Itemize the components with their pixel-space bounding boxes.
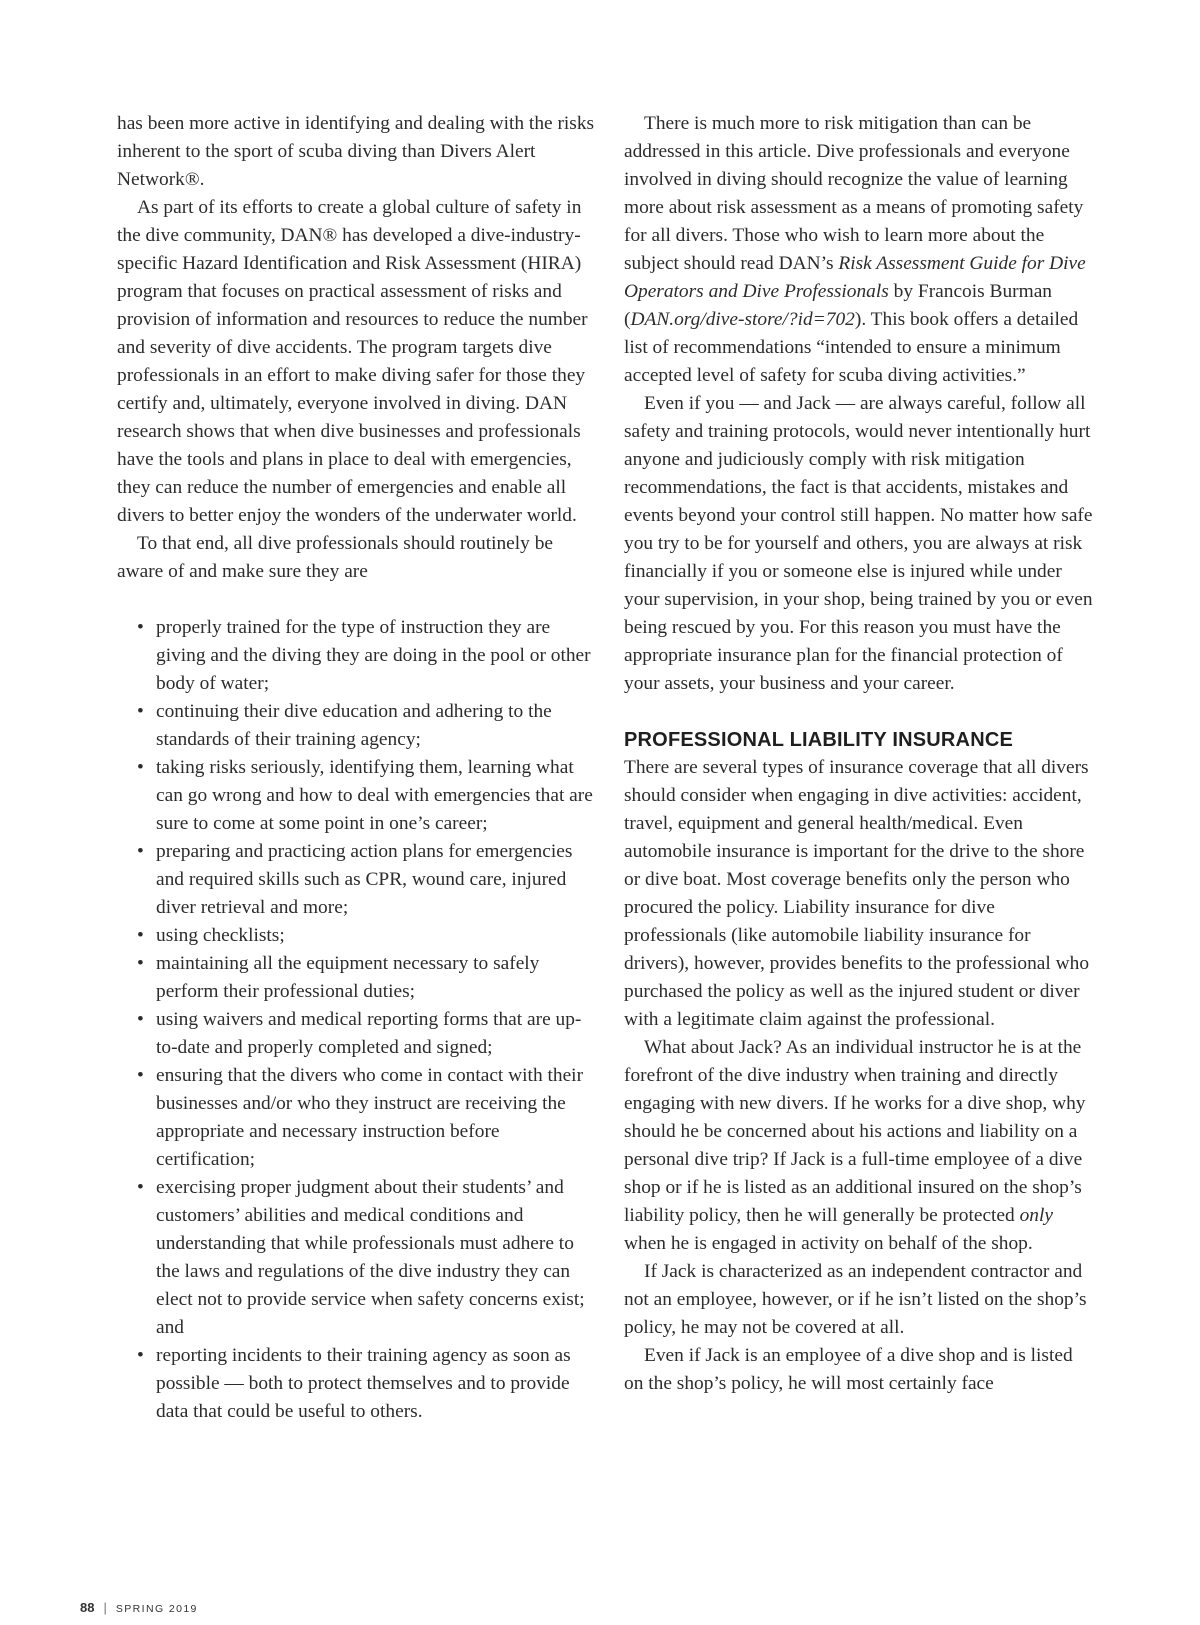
emphasis: only (1019, 1205, 1053, 1226)
list-item-text: exercising proper judgment about their students’ and customers’ abilities and medical conditions and understanding that while professionals must adhere to the laws and regulations of the dive industry they can elect not to provide service when safety concerns exist; and (156, 1177, 585, 1338)
bullet-icon: • (137, 1009, 144, 1030)
text-run: ). This book offers a detailed list of recommendations “intended to ensure a minimum accepted level of safety for scuba diving activities.” (624, 309, 1079, 386)
bullet-icon: • (137, 925, 144, 946)
list-item-text: continuing their dive education and adhering to the standards of their training agency; (156, 701, 552, 750)
left-column (117, 110, 595, 1426)
store-link: DAN.org/dive-store/?id=702 (630, 309, 855, 330)
footer-separator: | (103, 1600, 107, 1615)
text-run: What about Jack? As an individual instructor he is at the forefront of the dive industry when training and directly engaging with new divers. If he works for a dive shop, why should he be concerned about his actions and liability on a personal dive trip? If Jack is a full-time employee of a dive shop or if he is listed as an additional insured on the shop’s liability policy, then he will generally be protected (624, 1037, 1086, 1226)
spacer (624, 698, 1094, 726)
issue-label: SPRING 2019 (115, 1603, 198, 1615)
list-item (117, 1062, 595, 1174)
list-item (117, 614, 595, 698)
list-item (117, 1006, 595, 1062)
text-run: There is much more to risk mitigation than can be addressed in this article. Dive professionals and everyone involved in diving should recognize the value of learning more about risk assessment as a means of promoting safety for all divers. Those who wish to learn more about the subject should read (624, 113, 1084, 274)
spacer (117, 586, 595, 614)
bullet-icon: • (137, 1345, 144, 1366)
text-run: DAN’s (778, 253, 834, 274)
paragraph (624, 1034, 1094, 1258)
list-item (117, 754, 595, 838)
paragraph: has been more active in identifying and dealing with the risks inherent to the sport of scuba diving than Divers Alert Network®. (117, 113, 595, 190)
paragraph: Even if you — and Jack — are always careful, follow all safety and training protocols, would never intentionally hurt anyone and judiciously comply with risk mitigation recommendations, the fact is that accidents, mistakes and events beyond your control still happen. No matter how safe you try to be for yourself and others, you are always at risk financially if you or someone else is injured while under your supervision, in your shop, being trained by you or even being rescued by you. For this reason you must have the appropriate insurance plan for the financial protection of your assets, your business and your career. (624, 393, 1093, 694)
list-item-text: reporting incidents to their training agency as soon as possible — both to protect themselves and to provide data that could be useful to others. (156, 1345, 571, 1422)
list-item-text: ensuring that the divers who come in contact with their businesses and/or who they instruct are receiving the appropriate and necessary instruction before certification; (156, 1065, 584, 1170)
bullet-icon: • (137, 757, 144, 778)
paragraph: Even if Jack is an employee of a dive shop and is listed on the shop’s policy, he will most certainly face (624, 1345, 1073, 1394)
bullet-icon: • (137, 1065, 144, 1086)
page-footer (80, 1600, 198, 1615)
bullet-icon: • (137, 953, 144, 974)
page-number: 88 (80, 1600, 95, 1615)
list-item-text: properly trained for the type of instruction they are giving and the diving they are doing in the pool or other body of water; (156, 617, 591, 694)
list-item-text: using checklists; (156, 925, 285, 946)
book-title: Risk Assessment Guide for Dive Operators and Dive Professionals (624, 253, 1086, 302)
list-item (117, 922, 595, 950)
section-heading: PROFESSIONAL LIABILITY INSURANCE (624, 729, 1014, 751)
list-item (117, 950, 595, 1006)
bullet-icon: • (137, 617, 144, 638)
list-item (117, 838, 595, 922)
list-item-text: preparing and practicing action plans for emergencies and required skills such as CPR, wound care, injured diver retrieval and more; (156, 841, 573, 918)
list-item (117, 1342, 595, 1426)
paragraph: To that end, all dive professionals should routinely be aware of and make sure they are (117, 533, 553, 582)
list-item (117, 698, 595, 754)
list-item-text: maintaining all the equipment necessary to safely perform their professional duties; (156, 953, 540, 1002)
paragraph: If Jack is characterized as an independent contractor and not an employee, however, or if he isn’t listed on the shop’s policy, he may not be covered at all. (624, 1261, 1087, 1338)
bullet-icon: • (137, 841, 144, 862)
right-column (624, 110, 1094, 1398)
bullet-list (117, 614, 595, 1426)
paragraph: As part of its efforts to create a global culture of safety in the dive community, DAN® has developed a dive-industry-specific Hazard Identification and Risk Assessment (HIRA) program that focuses on practical assessment of risks and provision of information and resources to reduce the number and severity of dive accidents. The program targets dive professionals in an effort to make diving safer for those they certify and, ultimately, everyone involved in diving. DAN research shows that when dive businesses and professionals have the tools and plans in place to deal with emergencies, they can reduce the number of emergencies and enable all divers to better enjoy the wonders of the underwater world. (117, 197, 588, 526)
text-run: by Francois Burman ( (624, 281, 1053, 330)
bullet-icon: • (137, 701, 144, 722)
list-item-text: taking risks seriously, identifying them, learning what can go wrong and how to deal with emergencies that are sure to come at some point in one’s career; (156, 757, 593, 834)
list-item-text: using waivers and medical reporting forms that are up-to-date and properly completed and signed; (156, 1009, 582, 1058)
list-item (117, 1174, 595, 1342)
bullet-icon: • (137, 1177, 144, 1198)
paragraph (624, 110, 1094, 390)
paragraph: There are several types of insurance coverage that all divers should consider when engaging in dive activities: accident, travel, equipment and general health/medical. Even automobile insurance is important for the drive to the shore or dive boat. Most coverage benefits only the person who procured the policy. Liability insurance for dive professionals (like automobile liability insurance for drivers), however, provides benefits to the professional who purchased the policy as well as the injured student or diver with a legitimate claim against the professional. (624, 757, 1090, 1030)
text-run: when he is engaged in activity on behalf of the shop. (624, 1233, 1033, 1254)
